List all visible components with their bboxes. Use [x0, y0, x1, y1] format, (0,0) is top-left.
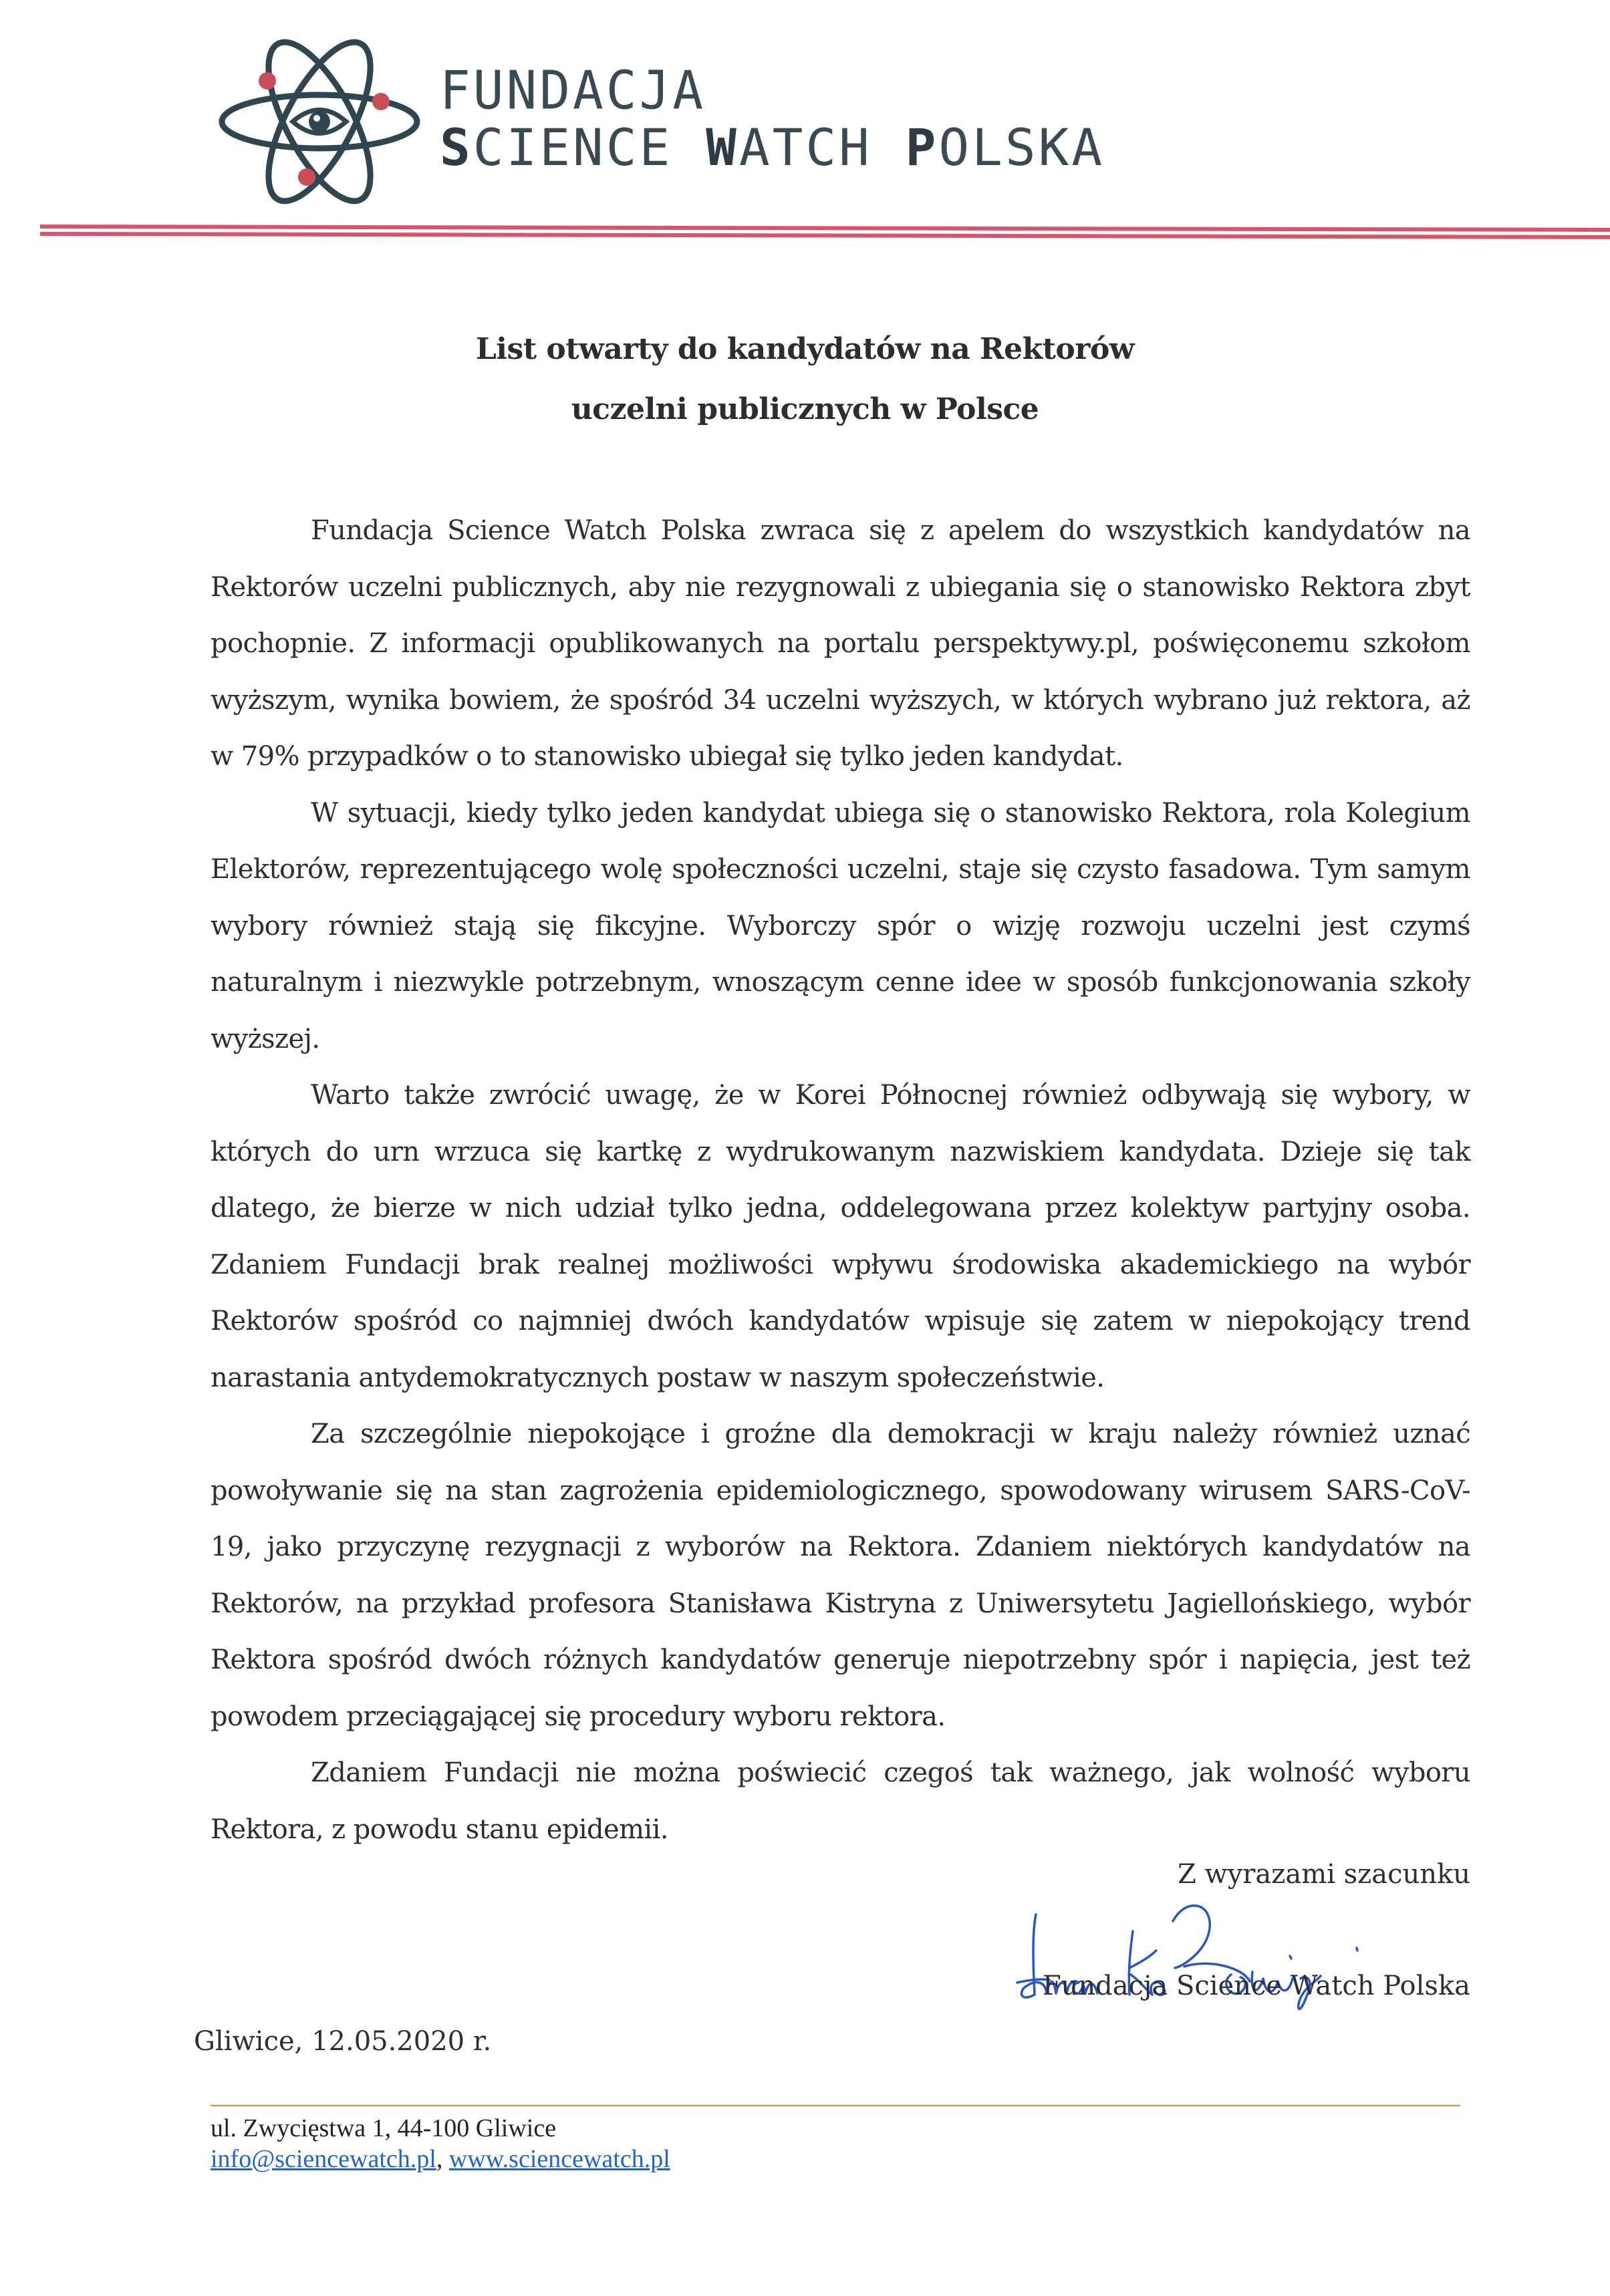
wordmark-line2: [440, 119, 1105, 176]
wordmark-word: CIENCE: [473, 118, 673, 177]
letter-body: [211, 503, 1470, 1858]
atom-eye-logo-icon: [215, 37, 424, 207]
email-link[interactable]: info@sciencewatch.pl: [211, 2145, 436, 2173]
header-rule-top: [40, 225, 1610, 232]
letter-title-line2: uczelni publicznych w Polsce: [571, 392, 1039, 426]
footer-contact: [211, 2113, 670, 2174]
website-link[interactable]: www.sciencewatch.pl: [448, 2145, 670, 2173]
wordmark-word: ATCH: [739, 118, 872, 177]
wordmark-word: OLSKA: [938, 118, 1105, 177]
wordmark-initial: P: [905, 118, 939, 177]
footer-address: ul. Zwycięstwa 1, 44-100 Gliwice: [211, 2114, 557, 2142]
letter-title-line1: List otwarty do kandydatów na Rektorów: [475, 332, 1135, 366]
body-paragraph: Zdaniem Fundacji nie można poświecić czegoś tak ważnego, jak wolność wyboru Rektora, z powodu stanu epidemii.: [211, 1757, 1470, 1845]
footer-link-separator: ,: [436, 2145, 449, 2173]
footer-links: [211, 2144, 670, 2174]
body-paragraph: Za szczególnie niepokojące i groźne dla demokracji w kraju należy również uznać powoływanie się na stan zagrożenia epidemiologicznego, spowodowany wirusem SARS-CoV-19, jako przyczynę rezygnacji z wyborów na Rektora. Zdaniem niektórych kandydatów na Rektorów, na przykład profesora Stanisława Kistryna z Uniwersytetu Jagiellońskiego, wybór Rektora spośród dwóch różnych kandydatów generuje niepotrzebny spór i napięcia, jest też powodem przeciągającej się procedury wyboru rektora.: [211, 1419, 1470, 1732]
footer-rule: [211, 2105, 1460, 2107]
letterhead: [0, 0, 1610, 254]
body-paragraph: Fundacja Science Watch Polska zwraca się z apelem do wszystkich kandydatów na Rektorów uczelni publicznych, aby nie rezygnowali z ubiegania się o stanowisko Rektora zbyt pochopnie. Z informacji opublikowanych na portalu perspektywy.pl, poświęconemu szkołom wyższym, wynika bowiem, że spośród 34 uczelni wyższych, w których wybrano już rektora, aż w 79% przypadków o to stanowisko ubiegał się tylko jeden kandydat.: [211, 515, 1470, 772]
header-rule-bottom: [40, 232, 1610, 239]
body-paragraph: Warto także zwrócić uwagę, że w Korei Północnej również odbywają się wybory, w których do urn wrzuca się kartkę z wydrukowanym nazwiskiem kandydata. Dzieje się tak dlatego, że bierze w nich udział tylko jedna, oddelegowana przez kolektyw partyjny osoba. Zdaniem Fundacji brak realnej możliwości wpływu środowiska akademickiego na wybór Rektorów spośród co najmniej dwóch kandydatów wpisuje się zatem w niepokojący trend narastania antydemokratycznych postaw w naszym społeczeństwie.: [211, 1080, 1470, 1393]
logo-electron: [372, 93, 390, 110]
body-paragraph: W sytuacji, kiedy tylko jeden kandydat ubiega się o stanowisko Rektora, rola Kolegium Elektorów, reprezentującego wolę społeczności uczelni, staje się czysto fasadowa. Tym samym wybory również stają się fikcyjne. Wyborczy spór o wizję rozwoju uczelni jest czymś naturalnym i niezwykle potrzebnym, wnoszącym cenne idee w sposób funkcjonowania szkoły wyższej.: [211, 797, 1470, 1054]
logo-electron: [259, 72, 276, 90]
wordmark-initial: W: [706, 118, 739, 177]
wordmark-initial: S: [440, 118, 473, 177]
logo-eye-pupil: [309, 111, 330, 132]
logo-electron: [298, 168, 315, 186]
logo-eye-highlight: [313, 115, 320, 122]
closing-salutation: Z wyrazami szacunku: [1177, 1859, 1470, 1890]
signatory-name: Fundacja Science Watch Polska: [1042, 1971, 1470, 2001]
foundation-wordmark: [440, 58, 1105, 177]
place-and-date: Gliwice, 12.05.2020 r.: [194, 2026, 492, 2057]
wordmark-line1: FUNDACJA: [440, 58, 706, 122]
letter-title: [0, 319, 1610, 440]
